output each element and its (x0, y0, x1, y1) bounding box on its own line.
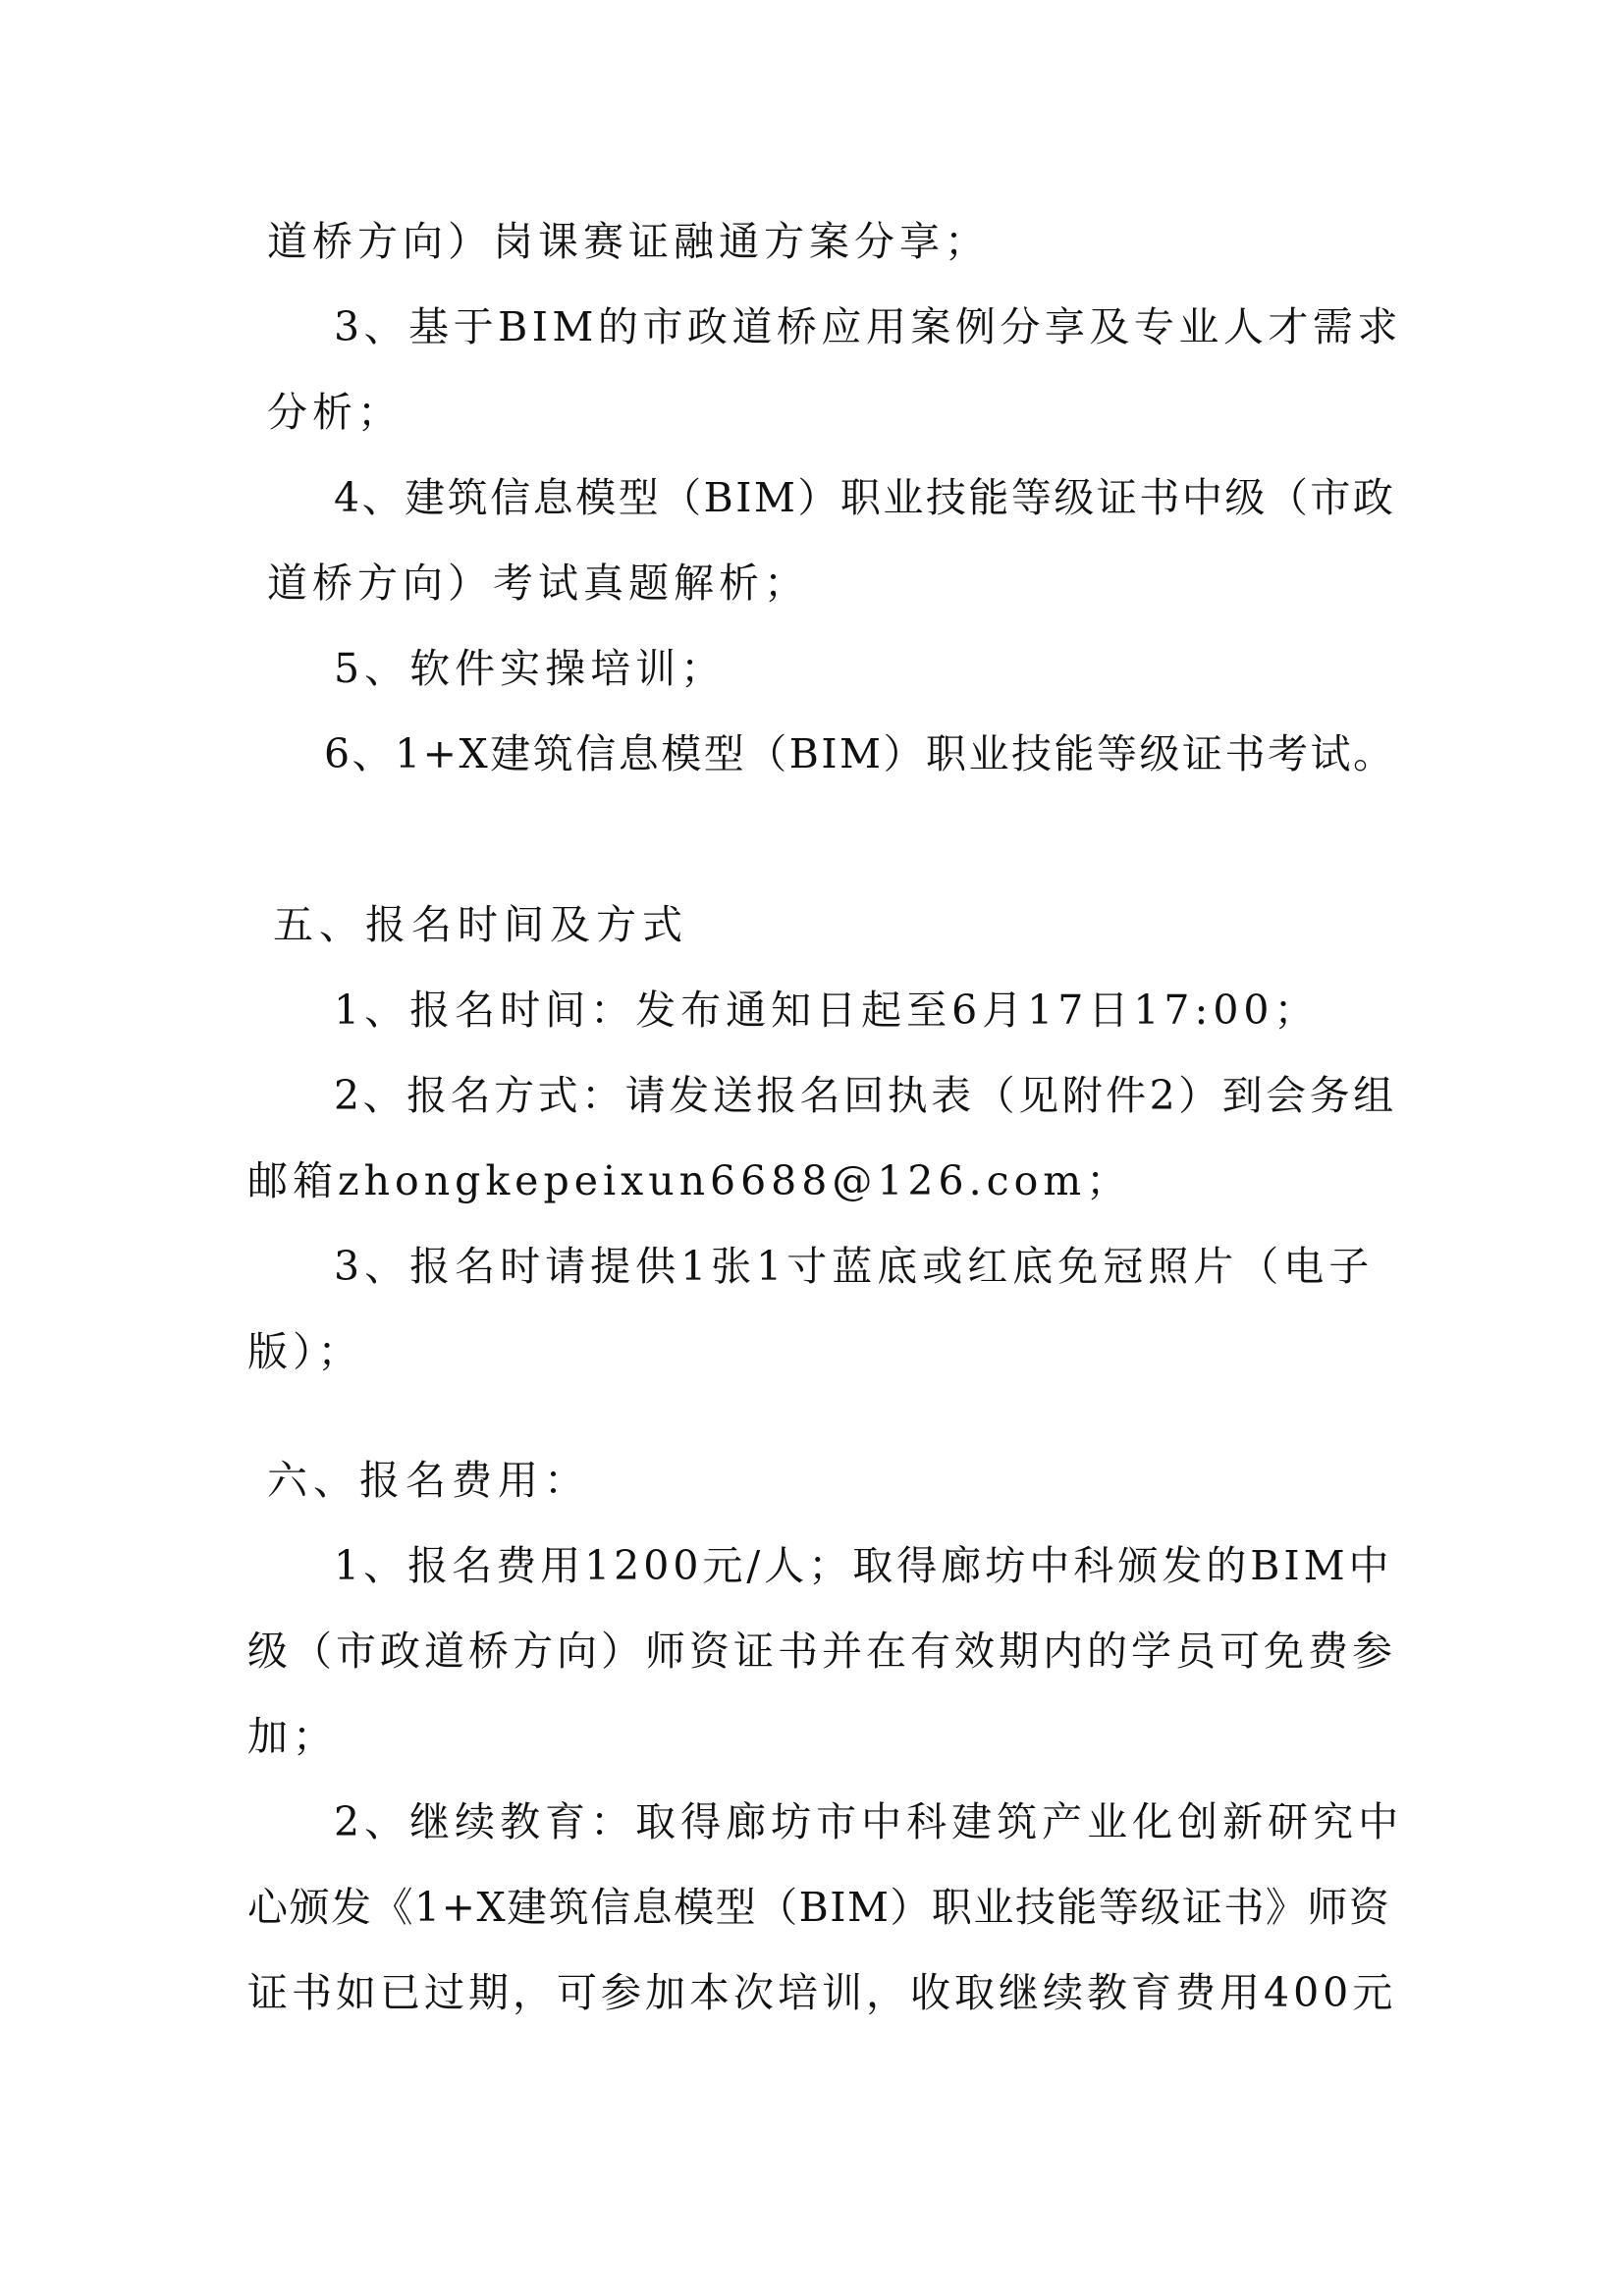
section6-item2-line3: 证书如已过期，可参加本次培训，收取继续教育费用400元 (247, 1969, 1397, 2016)
section5-item2-line1: 2、报名方式：请发送报名回执表（见附件2）到会务组 (334, 1072, 1397, 1119)
section6-item2-line1: 2、继续教育：取得廊坊市中科建筑产业化创新研究中 (334, 1798, 1404, 1845)
section4-item3-line2: 分析； (267, 389, 403, 436)
section6-item1-line3: 加； (247, 1713, 338, 1760)
section4-item4-line1: 4、建筑信息模型（BIM）职业技能等级证书中级（市政 (334, 474, 1396, 521)
section4-item6: 6、1+X建筑信息模型（BIM）职业技能等级证书考试。 (324, 730, 1396, 777)
section4-item2-continuation: 道桥方向）岗课赛证融通方案分享； (267, 218, 990, 265)
section6-item1-line1: 1、报名费用1200元/人；取得廊坊中科颁发的BIM中 (334, 1542, 1393, 1589)
section4-item3-line1: 3、基于BIM的市政道桥应用案例分享及专业人才需求 (334, 303, 1402, 350)
section4-item4-line2: 道桥方向）考试真题解析； (267, 560, 809, 607)
section4-item5: 5、软件实操培训； (334, 645, 727, 692)
section5-item1: 1、报名时间：发布通知日起至6月17日17:00； (334, 987, 1320, 1034)
section6-item2-line2: 心颁发《1+X建筑信息模型（BIM）职业技能等级证书》师资 (247, 1884, 1391, 1931)
section5-heading: 五、报名时间及方式 (273, 901, 688, 948)
section5-item2-line2: 邮箱zhongkepeixun6688@126.com； (247, 1157, 1132, 1204)
section5-item3-line2: 版）； (247, 1328, 363, 1375)
section6-heading: 六、报名费用： (267, 1457, 590, 1504)
section5-item3-line1: 3、报名时请提供1张1寸蓝底或红底免冠照片（电子 (334, 1243, 1375, 1290)
section6-item1-line2: 级（市政道桥方向）师资证书并在有效期内的学员可免费参 (247, 1628, 1396, 1675)
